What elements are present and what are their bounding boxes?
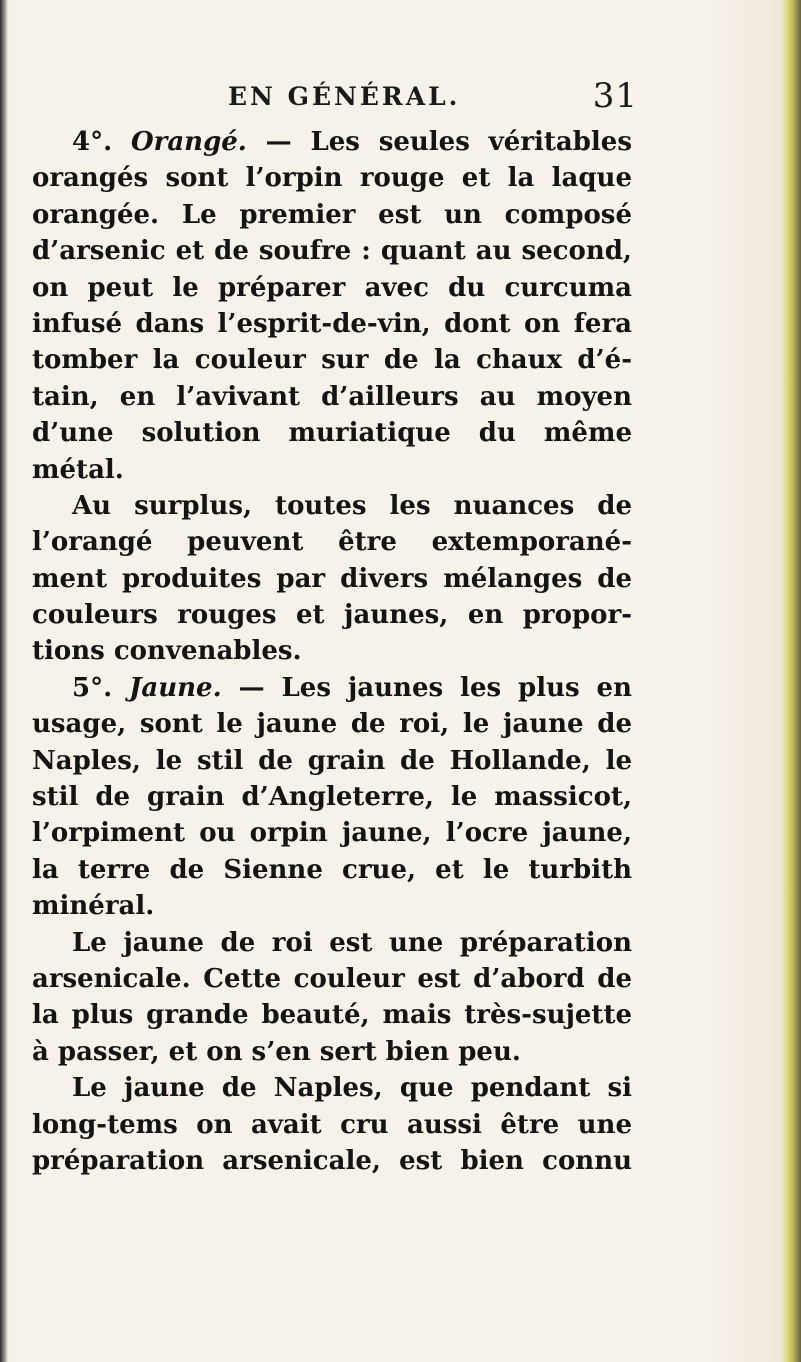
paragraph-yellow [32, 670, 632, 925]
text-line: tain, en l’avivant d’ailleurs au moyen [32, 381, 632, 412]
text-line: métal. [32, 454, 124, 485]
text-line: la plus grande beauté, mais très-sujette [32, 1000, 632, 1031]
text-line: infusé dans l’esprit-de-vin, dont on fera [32, 308, 632, 339]
text-line: long-tems on avait cru aussi être une [32, 1109, 632, 1140]
paragraph-naples-yellow [32, 1070, 632, 1179]
line-text: — Les seules véritables [265, 127, 632, 157]
text-line: arsenicale. Cette couleur est d’abord de [32, 963, 632, 994]
text-line: Le jaune de roi est une préparation [72, 927, 632, 958]
text-line: d’une solution muriatique du même [32, 418, 632, 449]
text-line: orangés sont l’orpin rouge et la laque [32, 163, 632, 194]
text-line: Le jaune de Naples, que pendant si [72, 1073, 632, 1104]
page-number: 31 [592, 76, 638, 116]
text-line: minéral. [32, 891, 155, 922]
binding-shadow [0, 0, 8, 1362]
paragraph-orange [32, 124, 632, 488]
text-line: couleurs rouges et jaunes, en propor- [32, 600, 632, 631]
line-text: — Les jaunes les plus en [238, 672, 633, 703]
text-line: l’orpiment ou orpin jaune, l’ocre jaune, [32, 818, 632, 849]
text-line: usage, sont le jaune de roi, le jaune de [32, 709, 632, 740]
text-line: ment produites par divers mélanges de [32, 563, 632, 594]
section-number: 4°. [72, 127, 113, 157]
text-line: préparation arsenicale, est bien connu [32, 1145, 632, 1176]
text-line [32, 670, 632, 706]
text-line: tions convenables. [32, 636, 302, 667]
text-line: tomber la couleur sur de la chaux d’é- [32, 345, 632, 376]
text-line [32, 124, 632, 160]
running-head [228, 76, 638, 116]
text-line: Naples, le stil de grain de Hollande, le [32, 745, 632, 776]
text-line: on peut le préparer avec du curcuma [32, 272, 632, 303]
running-head-title: EN GÉNÉRAL. [228, 82, 461, 111]
text-line: stil de grain d’Angleterre, le massicot, [32, 782, 632, 813]
text-line: la terre de Sienne crue, et le turbith [32, 854, 632, 885]
section-heading: Jaune. [129, 672, 222, 703]
text-line: d’arsenic et de soufre : quant au second, [32, 236, 632, 267]
paragraph-king-yellow [32, 925, 632, 1071]
section-number: 5°. [72, 672, 113, 703]
paragraph-orange-nuances [32, 488, 632, 670]
text-line: à passer, et on s’en sert bien peu. [32, 1036, 521, 1067]
body-text [32, 124, 632, 1179]
text-line: Au surplus, toutes les nuances de [72, 490, 632, 521]
page-edge [781, 0, 801, 1362]
text-line: l’orangé peuvent être extemporané- [32, 527, 632, 558]
text-line: orangée. Le premier est un composé [32, 199, 632, 230]
section-heading: Orangé. [130, 127, 247, 157]
